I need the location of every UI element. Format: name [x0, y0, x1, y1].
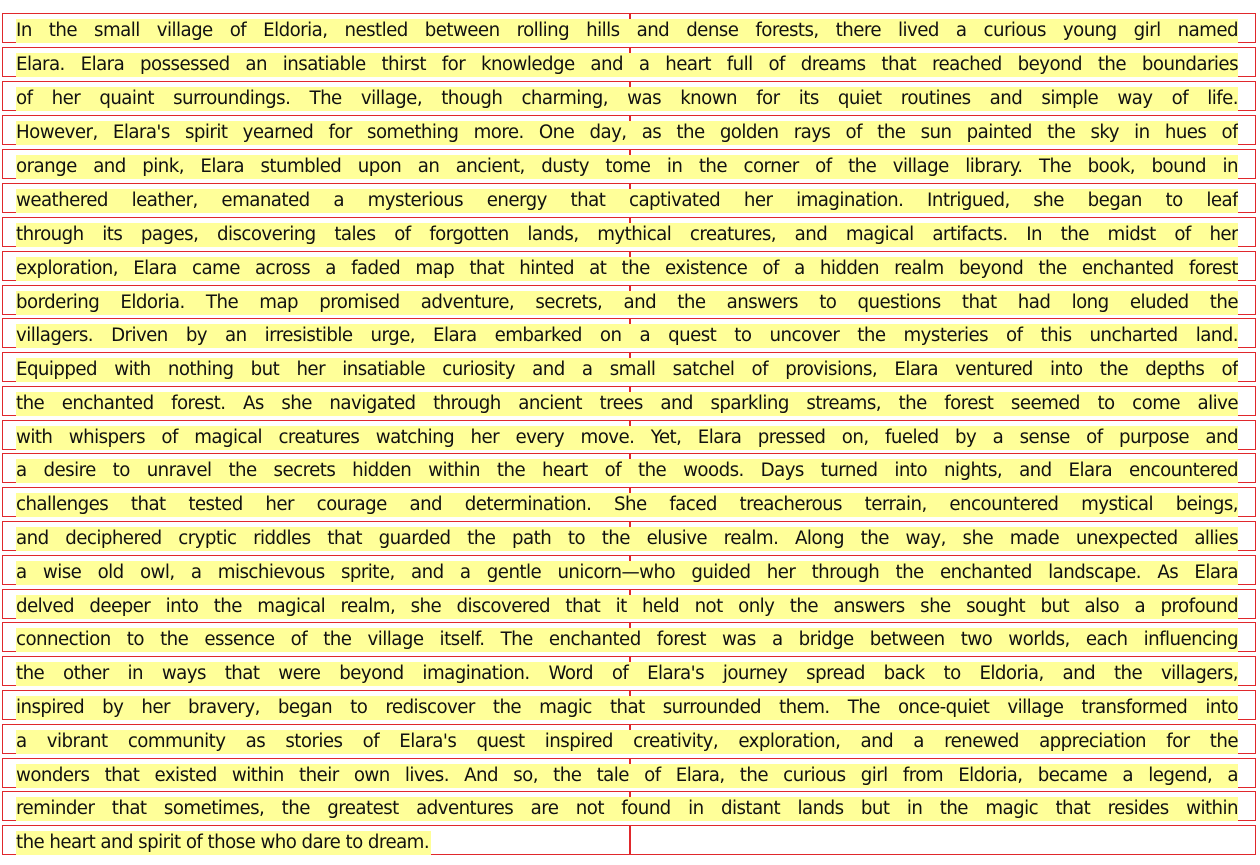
- line-box-right: [630, 825, 1256, 855]
- text-line-22: [0, 724, 1260, 758]
- text-line-24: [0, 791, 1260, 825]
- line-text: In the small village of Eldoria, nestled between rolling hills and dense forests, there lived a curious young girl named: [16, 20, 1238, 41]
- text-line-16: [0, 521, 1260, 555]
- line-text: through its pages, discovering tales of forgotten lands, mythical creatures, and magical artifacts. In the midst of her: [16, 224, 1238, 245]
- text-line-10: [0, 318, 1260, 352]
- line-text: delved deeper into the magical realm, she discovered that it held not only the answers she sought but also a profound: [16, 596, 1238, 617]
- text-line-6: [0, 183, 1260, 217]
- text-line-21: [0, 690, 1260, 724]
- line-text: connection to the essence of the village itself. The enchanted forest was a bridge between two worlds, each influencing: [16, 629, 1238, 650]
- text-line-15: [0, 487, 1260, 521]
- text-line-17: [0, 555, 1260, 589]
- line-text: orange and pink, Elara stumbled upon an ancient, dusty tome in the corner of the village library. The book, bound in: [16, 156, 1238, 177]
- line-text: a vibrant community as stories of Elara's quest inspired creativity, exploration, and a renewed appreciation for the: [16, 731, 1238, 752]
- line-text: reminder that sometimes, the greatest adventures are not found in distant lands but in the magic that resides within: [16, 798, 1238, 819]
- line-text: the other in ways that were beyond imagination. Word of Elara's journey spread back to Eldoria, and the villagers,: [16, 663, 1238, 684]
- text-line-7: [0, 217, 1260, 251]
- text-line-18: [0, 589, 1260, 623]
- line-text: villagers. Driven by an irresistible urge, Elara embarked on a quest to uncover the mysteries of this uncharted land.: [16, 325, 1238, 346]
- text-line-1: [0, 13, 1260, 47]
- text-line-14: [0, 453, 1260, 487]
- text-line-11: [0, 352, 1260, 386]
- line-text: inspired by her bravery, began to rediscover the magic that surrounded them. The once-quiet village transformed into: [16, 697, 1238, 718]
- line-text: weathered leather, emanated a mysterious energy that captivated her imagination. Intrigued, she began to leaf: [16, 190, 1238, 211]
- text-line-9: [0, 285, 1260, 319]
- line-text: Elara. Elara possessed an insatiable thirst for knowledge and a heart full of dreams that reached beyond the boundaries: [16, 54, 1238, 75]
- line-text: a wise old owl, a mischievous sprite, and a gentle unicorn—who guided her through the enchanted landscape. As Elara: [16, 562, 1238, 583]
- line-text: challenges that tested her courage and determination. She faced treacherous terrain, encountered mystical beings,: [16, 494, 1238, 515]
- line-text: bordering Eldoria. The map promised adventure, secrets, and the answers to questions that had long eluded the: [16, 292, 1238, 313]
- text-line-25: [0, 825, 1260, 859]
- line-text: wonders that existed within their own lives. And so, the tale of Elara, the curious girl from Eldoria, became a legend, a: [16, 765, 1238, 786]
- text-line-12: [0, 386, 1260, 420]
- line-text: of her quaint surroundings. The village, though charming, was known for its quiet routines and simple way of life.: [16, 88, 1238, 109]
- text-line-19: [0, 622, 1260, 656]
- line-text: a desire to unravel the secrets hidden within the heart of the woods. Days turned into nights, and Elara encountered: [16, 460, 1238, 481]
- line-text: and deciphered cryptic riddles that guarded the path to the elusive realm. Along the way, she made unexpected allies: [16, 528, 1238, 549]
- text-line-8: [0, 251, 1260, 285]
- text-line-5: [0, 149, 1260, 183]
- text-line-23: [0, 758, 1260, 792]
- line-text: with whispers of magical creatures watching her every move. Yet, Elara pressed on, fueled by a sense of purpose and: [16, 427, 1238, 448]
- text-line-20: [0, 656, 1260, 690]
- line-text: the heart and spirit of those who dare to dream.: [16, 832, 430, 853]
- line-text: However, Elara's spirit yearned for something more. One day, as the golden rays of the sun painted the sky in hues of: [16, 122, 1238, 143]
- line-text: Equipped with nothing but her insatiable curiosity and a small satchel of provisions, Elara ventured into the depths of: [16, 359, 1238, 380]
- text-line-4: [0, 115, 1260, 149]
- line-text: the enchanted forest. As she navigated through ancient trees and sparkling streams, the forest seemed to come alive: [16, 393, 1238, 414]
- text-line-3: [0, 81, 1260, 115]
- text-line-13: [0, 420, 1260, 454]
- text-line-2: [0, 47, 1260, 81]
- line-text: exploration, Elara came across a faded map that hinted at the existence of a hidden realm beyond the enchanted forest: [16, 258, 1238, 279]
